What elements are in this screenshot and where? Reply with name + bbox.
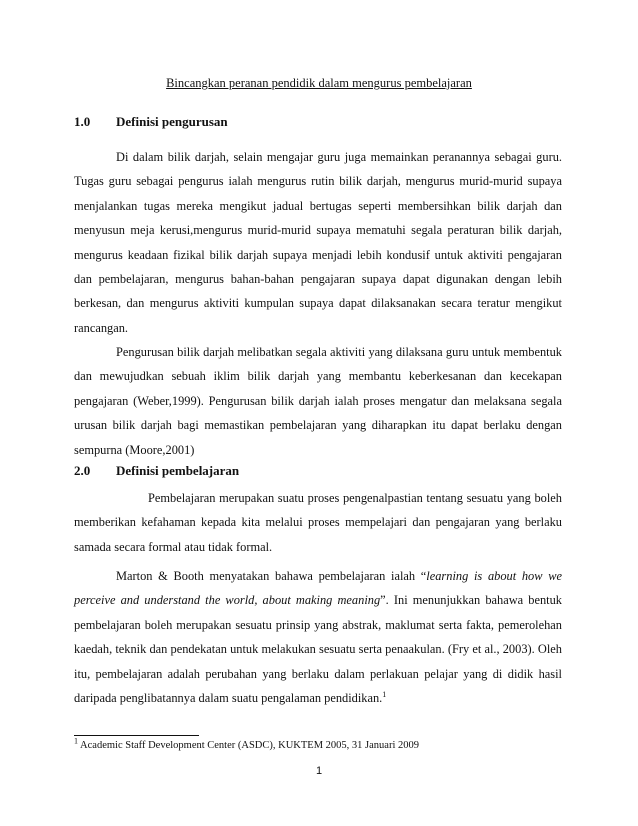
section-number: 2.0 [74, 463, 91, 478]
section-heading-text: Definisi pembelajaran [116, 463, 240, 478]
footnote-divider [74, 735, 199, 736]
paragraph [74, 486, 562, 559]
paragraph [74, 340, 562, 462]
quoted-definition: learning is about how we perceive and understand the world, about making meaning [74, 569, 562, 608]
paragraph-text: ”. Ini menunjukkan bahawa bentuk pembelajaran boleh merupakan sesuatu prinsip yang abstrak, maklumat serta fakta, pemerolehan kaedah, teknik dan pendekatan untuk melakukan sesuatu serta penaakulan. (Fry et al., 2003). Oleh itu, pembelajaran adalah perubahan yang berlaku dalam perlakuan pelajar yang di didik hasil daripada penglibatannya dalam suatu pengalaman pendidikan. [74, 593, 562, 706]
footnote-text: Academic Staff Development Center (ASDC), KUKTEM 2005, 31 Januari 2009 [80, 740, 419, 751]
paragraph-text: Marton & Booth menyatakan bahawa pembelajaran ialah “ [116, 569, 427, 583]
footnote-marker: 1 [74, 736, 78, 746]
section-number: 1.0 [74, 114, 91, 129]
page-number: 1 [315, 765, 323, 777]
paragraph-text: Pembelajaran merupakan suatu proses pengenalpastian tentang sesuatu yang boleh memberikan kefahaman kepada kita melalui proses mempelajari dan pengajaran yang berlaku samada secara formal atau tidak formal. [74, 491, 562, 554]
paragraph-text: Pengurusan bilik darjah melibatkan segala aktiviti yang dilaksana guru untuk membentuk dan mewujudkan sebuah iklim bilik darjah yang membantu keberkesanan dan kecekapan pengajaran (Weber,1999). Pengurusan bilik darjah ialah proses mengatur dan melaksana segala urusan bilik darjah bagi memastikan pembelajaran yang diharapkan itu dapat berlaku dengan sempurna (Moore,2001) [74, 345, 562, 457]
paragraph-text: Di dalam bilik darjah, selain mengajar guru juga memainkan peranannya sebagai guru. Tugas guru sebagai pengurus ialah mengurus rutin bilik darjah, mengurus murid-murid supaya menjalankan tugas mereka mengikut jadual bertugas seperti membersihkan bilik darjah dan menyusun meja kerusi,mengurus murid-murid supaya mematuhi segala peraturan bilik darjah, mengurus keadaan fizikal bilik darjah supaya menjadi lebih kondusif untuk aktiviti pengajaran dan pembelajaran, mengurus bahan-bahan pengajaran supaya dapat digunakan dengan lebih berkesan, dan mengurus aktiviti kumpulan supaya dapat dilaksanakan secara teratur mengikut rancangan. [74, 150, 562, 335]
paragraph [74, 564, 562, 710]
footnote [74, 736, 419, 751]
footnote-reference: 1 [382, 689, 387, 699]
section-heading-text: Definisi pengurusan [116, 114, 228, 129]
paragraph [74, 145, 562, 340]
section-heading-1 [74, 114, 228, 130]
section-heading-2 [74, 463, 239, 479]
document-title: Bincangkan peranan pendidik dalam mengurus pembelajaran [166, 76, 472, 90]
